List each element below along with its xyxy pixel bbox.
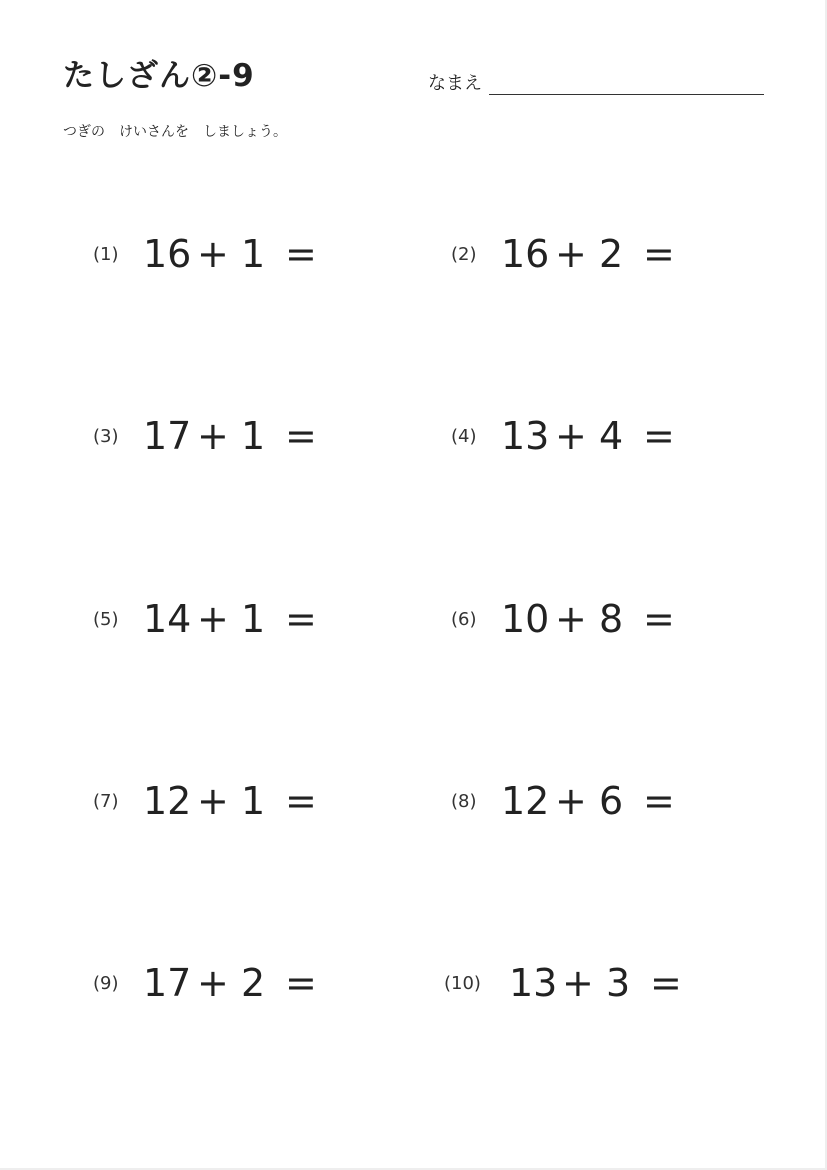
instruction-text: つぎの けいさんを しましょう。 xyxy=(63,124,287,140)
second-addend: 8 xyxy=(599,597,624,641)
plus-sign: + xyxy=(555,232,587,276)
plus-sign: + xyxy=(197,597,229,641)
problem-6 xyxy=(451,595,681,645)
plus-sign: + xyxy=(197,232,229,276)
name-write-line[interactable] xyxy=(489,94,764,95)
second-addend: 2 xyxy=(241,961,266,1005)
second-addend: 1 xyxy=(241,414,266,458)
plus-sign: + xyxy=(562,961,594,1005)
page-title: たしざん②-9 xyxy=(63,58,255,94)
plus-sign: + xyxy=(555,597,587,641)
second-addend: 1 xyxy=(241,232,266,276)
plus-sign: + xyxy=(197,414,229,458)
first-addend: 16 xyxy=(501,232,550,276)
second-addend: 4 xyxy=(599,414,624,458)
first-addend: 10 xyxy=(501,597,550,641)
equals-sign: = xyxy=(643,779,675,823)
problem-number: (7) xyxy=(93,791,119,812)
first-addend: 12 xyxy=(143,779,192,823)
second-addend: 2 xyxy=(599,232,624,276)
problem-number: (5) xyxy=(93,609,119,630)
problem-number: (6) xyxy=(451,609,477,630)
plus-sign: + xyxy=(555,779,587,823)
problem-3 xyxy=(93,412,323,462)
second-addend: 1 xyxy=(241,779,266,823)
problem-2 xyxy=(451,230,681,280)
problem-number: (10) xyxy=(444,973,481,994)
problem-1 xyxy=(93,230,323,280)
equals-sign: = xyxy=(643,597,675,641)
problem-4 xyxy=(451,412,681,462)
first-addend: 16 xyxy=(143,232,192,276)
equals-sign: = xyxy=(285,961,317,1005)
problem-number: (2) xyxy=(451,244,477,265)
second-addend: 6 xyxy=(599,779,624,823)
problem-10 xyxy=(444,959,684,1009)
first-addend: 17 xyxy=(143,414,192,458)
first-addend: 13 xyxy=(501,414,550,458)
problem-5 xyxy=(93,595,323,645)
name-label: なまえ xyxy=(428,73,482,94)
problem-number: (8) xyxy=(451,791,477,812)
problem-number: (1) xyxy=(93,244,119,265)
plus-sign: + xyxy=(555,414,587,458)
second-addend: 3 xyxy=(606,961,631,1005)
second-addend: 1 xyxy=(241,597,266,641)
first-addend: 12 xyxy=(501,779,550,823)
problem-number: (9) xyxy=(93,973,119,994)
equals-sign: = xyxy=(643,414,675,458)
equals-sign: = xyxy=(650,961,682,1005)
problem-7 xyxy=(93,777,323,827)
equals-sign: = xyxy=(285,779,317,823)
equals-sign: = xyxy=(285,232,317,276)
problem-9 xyxy=(93,959,323,1009)
first-addend: 14 xyxy=(143,597,192,641)
problem-number: (4) xyxy=(451,426,477,447)
equals-sign: = xyxy=(643,232,675,276)
plus-sign: + xyxy=(197,961,229,1005)
equals-sign: = xyxy=(285,414,317,458)
problem-number: (3) xyxy=(93,426,119,447)
equals-sign: = xyxy=(285,597,317,641)
plus-sign: + xyxy=(197,779,229,823)
problem-8 xyxy=(451,777,681,827)
first-addend: 17 xyxy=(143,961,192,1005)
first-addend: 13 xyxy=(509,961,558,1005)
